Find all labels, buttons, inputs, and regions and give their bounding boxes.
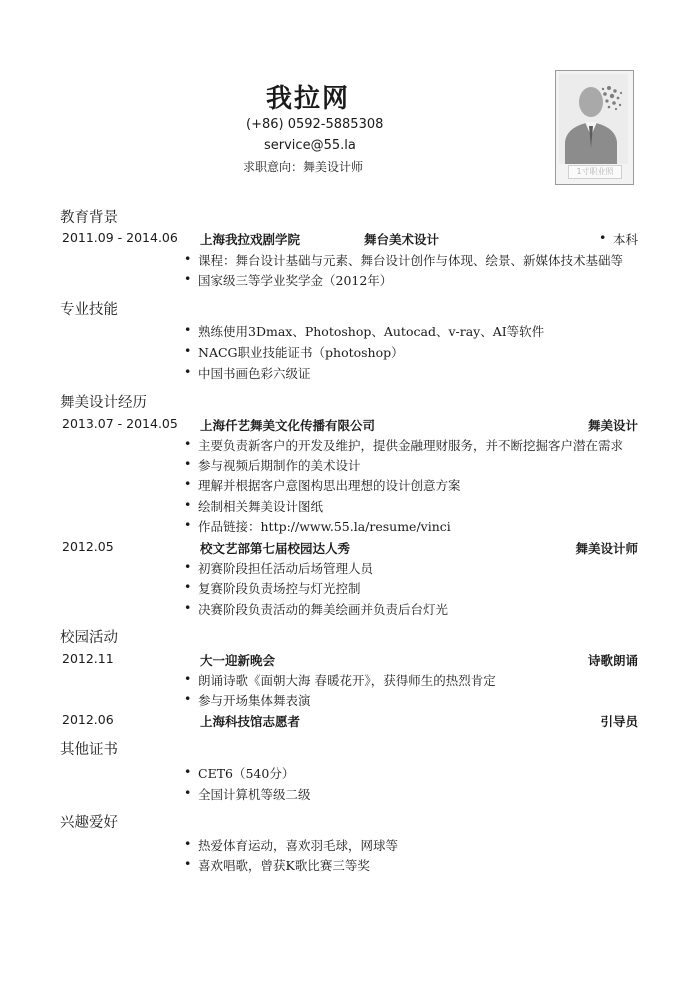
candidate-name: 我拉网: [266, 84, 351, 114]
person-silhouette-icon: [559, 74, 628, 164]
email-address: service@55.la: [264, 138, 356, 153]
education-school: 上海我拉戏剧学院: [200, 232, 301, 247]
list-item: • 复赛阶段负责场控与灯光控制: [198, 579, 361, 597]
education-degree: • 本科: [613, 230, 638, 248]
list-item: • 国家级三等学业奖学金（2012年）: [198, 271, 392, 289]
experience-org: 上海仟艺舞美文化传播有限公司: [200, 418, 376, 433]
experience-date: 2013.07 - 2014.05: [62, 416, 178, 431]
campus-event: 上海科技馆志愿者: [200, 714, 301, 729]
campus-role: 引导员: [600, 714, 638, 729]
section-title-hobbies: 兴趣爱好: [60, 815, 118, 831]
list-item: • 参与开场集体舞表演: [198, 691, 311, 709]
education-major: 舞台美术设计: [364, 232, 440, 247]
job-intent: 求职意向：舞美设计师: [243, 160, 364, 174]
education-date: 2011.09 - 2014.06: [62, 230, 178, 245]
experience-role: 舞美设计: [587, 418, 638, 433]
list-item: • 朗诵诗歌《面朝大海 春暖花开》，获得师生的热烈肯定: [198, 671, 496, 689]
campus-event: 大一迎新晚会: [200, 653, 276, 668]
campus-date: 2012.06: [62, 712, 114, 727]
profile-photo: [555, 70, 634, 185]
section-title-certificates: 其他证书: [60, 742, 118, 758]
list-item: • 初赛阶段担任活动后场管理人员: [198, 559, 373, 577]
list-item: • CET6（540分）: [198, 764, 294, 782]
list-item: • 喜欢唱歌，曾获K歌比赛三等奖: [198, 856, 370, 874]
list-item: • 热爱体育运动，喜欢羽毛球，网球等: [198, 836, 398, 854]
experience-date: 2012.05: [62, 539, 114, 554]
section-title-education: 教育背景: [60, 210, 118, 226]
list-item: • 全国计算机等级二级: [198, 785, 311, 803]
experience-role: 舞美设计师: [575, 541, 638, 556]
section-title-experience: 舞美设计经历: [60, 395, 147, 411]
photo-label: 1寸职业照: [568, 165, 622, 179]
campus-role: 诗歌朗诵: [587, 653, 638, 668]
list-item: • NACG职业技能证书（photoshop）: [198, 343, 404, 361]
list-item: • 理解并根据客户意图构思出理想的设计创意方案: [198, 476, 461, 494]
list-item: • 熟练使用3Dmax、Photoshop、Autocad、v-ray、AI等软件: [198, 322, 544, 340]
campus-date: 2012.11: [62, 651, 114, 666]
section-title-campus: 校园活动: [60, 630, 118, 646]
experience-org: 校文艺部第七届校园达人秀: [200, 541, 351, 556]
list-item: • 中国书画色彩六级证: [198, 364, 311, 382]
list-item: • 绘制相关舞美设计图纸: [198, 497, 323, 515]
section-title-skills: 专业技能: [60, 302, 118, 318]
avatar: [559, 74, 628, 164]
phone-number: (+86) 0592-5885308: [246, 117, 384, 132]
list-item: • 参与视频后期制作的美术设计: [198, 456, 361, 474]
list-item: • 作品链接：http://www.55.la/resume/vinci: [198, 517, 451, 535]
list-item: • 课程：舞台设计基础与元素、舞台设计创作与体现、绘景、新媒体技术基础等: [198, 251, 623, 269]
list-item: • 决赛阶段负责活动的舞美绘画并负责后台灯光: [198, 600, 448, 618]
list-item: • 主要负责新客户的开发及维护，提供金融理财服务，并不断挖掘客户潜在需求: [198, 436, 623, 454]
